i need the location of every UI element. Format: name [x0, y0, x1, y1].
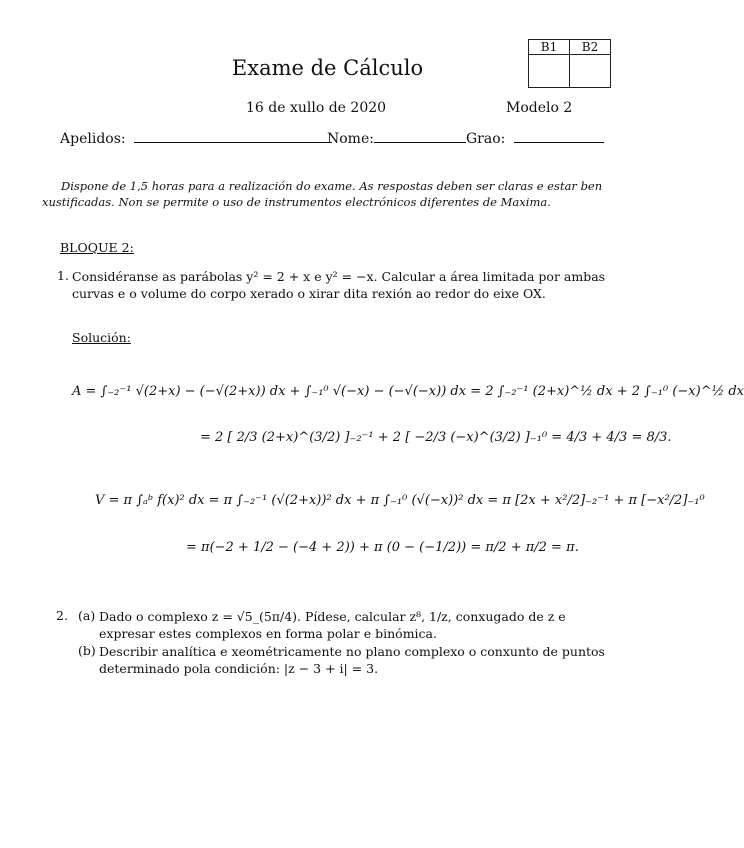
block-title: BLOQUE 2: [60, 240, 134, 255]
score-box-label: B2 [570, 40, 611, 55]
apelidos-field[interactable] [60, 131, 332, 147]
question-1-number: 1. [57, 268, 69, 283]
score-box-label: B1 [529, 40, 570, 55]
question-1-text: Considéranse as parábolas y² = 2 + x e y² = −x. Calcular a área limitada por ambas curvas e o volume do corpo xerado o xirar dita rexión ao redor do eixe OX. [72, 269, 606, 301]
instructions: Dispone de 1,5 horas para a realización do exame. As respostas deben ser claras e estar ben xustificadas. Non se permite o uso de instrumentos electrónicos diferentes de Maxima. [42, 179, 603, 209]
solution-label: Solución: [72, 330, 131, 345]
grao-line[interactable] [514, 142, 604, 143]
apelidos-label: Apelidos: [60, 131, 126, 147]
nome-line[interactable] [374, 142, 466, 143]
question-2-number: 2. [56, 608, 68, 623]
question-2b-text: Describir analítica e xeométricamente no plano complexo o conxunto de puntos determinado pola condición: |z − 3 + i| = 3. [99, 644, 605, 676]
area-equation-line-1: A = ∫₋₂⁻¹ √(2+x) − (−√(2+x)) dx + ∫₋₁⁰ √(−x) − (−√(−x)) dx = 2 ∫₋₂⁻¹ (2+x)^½ dx + 2 ∫₋₁⁰ (−x)^½ dx [72, 384, 744, 399]
exam-model: Modelo 2 [506, 100, 573, 116]
nome-field[interactable] [327, 131, 466, 147]
area-equation-line-2: = 2 [ 2/3 (2+x)^(3/2) ]₋₂⁻¹ + 2 [ −2/3 (−x)^(3/2) ]₋₁⁰ = 4/3 + 4/3 = 8/3. [200, 430, 672, 445]
volume-equation-line-2: = π(−2 + 1/2 − (−4 + 2)) + π (0 − (−1/2)) = π/2 + π/2 = π. [186, 540, 579, 555]
question-2b-label: (b) [78, 643, 96, 658]
grao-field[interactable] [466, 131, 604, 147]
apelidos-line[interactable] [134, 142, 332, 143]
question-2a-text: Dado o complexo z = √5_(5π/4). Pídese, calcular z⁸, 1/z, conxugado de z e expresar estes complexos en forma polar e binómica. [99, 609, 566, 641]
exam-title: Exame de Cálculo [231, 56, 424, 80]
exam-date: 16 de xullo de 2020 [246, 100, 387, 116]
grao-label: Grao: [466, 131, 506, 147]
volume-equation-line-1: V = π ∫ₐᵇ f(x)² dx = π ∫₋₂⁻¹ (√(2+x))² dx + π ∫₋₁⁰ (√(−x))² dx = π [2x + x²/2]₋₂⁻¹ + π [−x²/2]₋₁⁰ [95, 493, 705, 508]
question-2a-label: (a) [78, 608, 96, 623]
nome-label: Nome: [327, 131, 374, 147]
